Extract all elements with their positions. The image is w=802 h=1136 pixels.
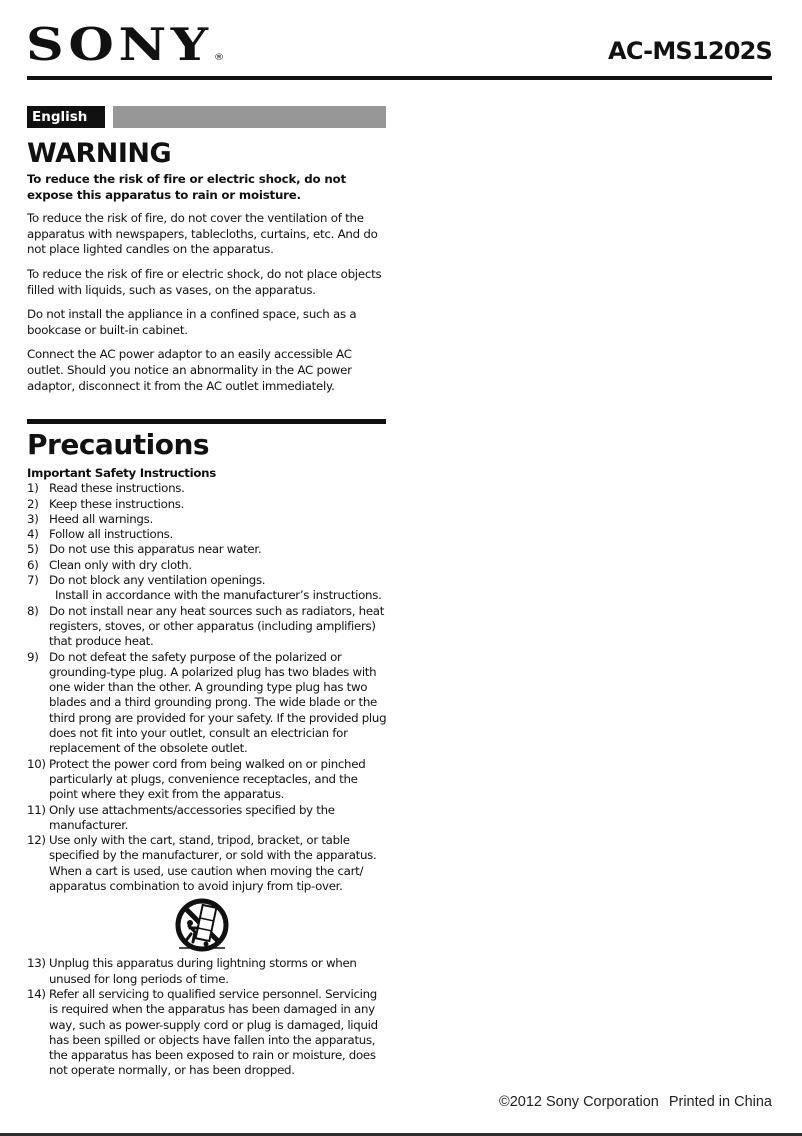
instruction-list [27,481,389,894]
item-number: 1) [27,481,39,496]
figure-area [27,894,389,956]
item-number: 2) [27,496,39,511]
section-rule [27,419,386,424]
list-item [27,558,389,573]
item-number: 8) [27,603,39,618]
language-tag: English [27,106,105,128]
sony-logo [26,18,225,81]
item-text: Heed all warnings. [49,511,153,526]
list-item [27,803,389,834]
language-bar [113,106,386,128]
warning-title: WARNING [27,138,172,169]
warning-lead: To reduce the risk of fire or electric shock, do not expose this apparatus to rain or moisture. [27,172,346,202]
item-number: 5) [27,542,39,557]
item-number: 3) [27,511,39,526]
item-text: Do not defeat the safety purpose of the polarized or grounding-type plug. A polarized plug has two blades with one wider than the other. A grounding type plug has two blades and a third grounding prong. The wide blade or the third prong are provided for your safety. If the provided plug does not fit into your outlet, consult an electrician for replacement of the obsolete outlet. [49,649,387,756]
item-number: 4) [27,527,39,542]
list-item [27,527,389,542]
list-item [27,512,389,527]
list-item [27,833,389,894]
safety-instructions-heading: Important Safety Instructions [27,466,216,480]
item-text: Read these instructions. [49,481,185,496]
item-text: Keep these instructions. [49,496,185,511]
registered-mark: ® [213,53,225,63]
copyright-text: ©2012 Sony Corporation [499,1094,659,1110]
item-number: 6) [27,557,39,572]
list-item [27,542,389,557]
item-number: 10) [27,756,46,771]
item-text: Do not install near any heat sources such as radiators, heat registers, stoves, or other apparatus (including amplifiers) that produce heat. [49,603,385,649]
item-text: Use only with the cart, stand, tripod, bracket, or table specified by the manufacturer, or sold with the apparatus. When a cart is used, use caution when moving the cart/ apparatus combination to avoid injury from tip-over. [49,833,377,894]
warning-paragraph: Do not install the appliance in a confined space, such as a bookcase or built-in cabinet. [27,307,357,337]
item-number: 11) [27,802,46,817]
footer-imprint [499,1093,772,1111]
instruction-list-continued [27,956,389,1078]
item-number: 13) [27,956,46,971]
item-text: Do not block any ventilation openings. [49,573,266,588]
item-text: Unplug this apparatus during lightning storms or when unused for long periods of time. [49,956,357,986]
precautions-section [27,428,389,1079]
list-item [27,757,389,803]
list-item [27,650,389,757]
list-item [27,987,389,1079]
item-number: 12) [27,833,46,848]
brand-name: SONY [26,18,213,71]
list-item [27,604,389,650]
list-item [27,497,389,512]
warning-paragraph: Connect the AC power adaptor to an easily accessible AC outlet. Should you notice an abnormality in the AC power adaptor, disconnect it from the AC outlet immediately. [27,347,352,393]
model-number: AC-MS1202S [608,37,772,65]
item-number: 7) [27,573,39,588]
item-text: Follow all instructions. [49,527,173,542]
precautions-title: Precautions [27,428,210,461]
item-number: 14) [27,986,46,1001]
item-text: Clean only with dry cloth. [49,557,192,572]
header-rule [27,76,772,80]
cart-tip-over-warning-icon [173,898,231,954]
item-text: Refer all servicing to qualified service personnel. Servicing is required when the apparatus has been damaged in any way, such as power-supply cord or plug is damaged, liquid has been spilled or objects have fallen into the apparatus, the apparatus has been exposed to rain or moisture, does not operate normally, or has been dropped. [49,986,378,1078]
item-text: Do not use this apparatus near water. [49,542,262,557]
item-text: Protect the power cord from being walked on or pinched particularly at plugs, convenience receptacles, and the point where they exit from the apparatus. [49,756,366,802]
list-item [27,481,389,496]
item-number: 9) [27,649,39,664]
printed-in-text: Printed in China [668,1094,772,1110]
item-text: Only use attachments/accessories specified by the manufacturer. [49,802,335,832]
warning-paragraph: To reduce the risk of fire, do not cover the ventilation of the apparatus with newspapers, tablecloths, curtains, etc. And do not place lighted candles on the apparatus. [27,211,378,257]
list-item [27,956,389,987]
warning-paragraph: To reduce the risk of fire or electric shock, do not place objects filled with liquids, such as vases, on the apparatus. [27,266,382,297]
list-item [27,573,389,604]
item-text-continued: Install in accordance with the manufacturer’s instructions. [55,588,382,603]
warning-section [27,138,389,403]
